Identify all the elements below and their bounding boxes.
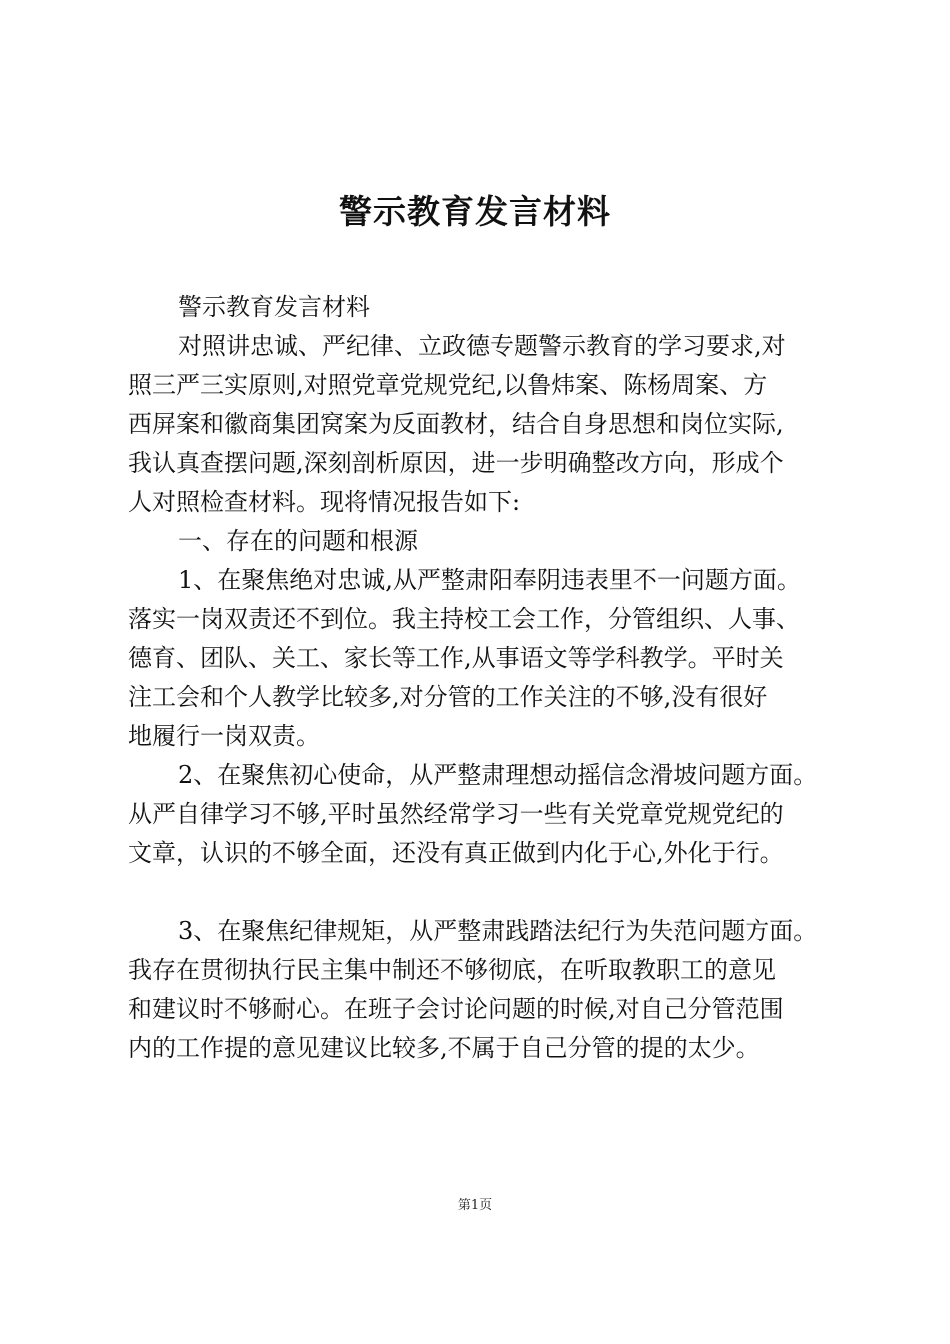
paragraph-line: 照三严三实原则,对照党章党规党纪,以鲁炜案、陈杨周案、方 [128,371,768,399]
paragraph-line: 和建议时不够耐心。在班子会讨论问题的时候,对自己分管范围 [128,995,784,1023]
paragraph-line: 我认真查摆问题,深刻剖析原因，进一步明确整改方向，形成个 [128,449,784,477]
paragraph-line: 落实一岗双责还不到位。我主持校工会工作，分管组织、人事、 [128,605,800,633]
paragraph-line: 内的工作提的意见建议比较多,不属于自己分管的提的太少。 [128,1034,760,1062]
page-number: 第1页 [457,1198,493,1213]
paragraph-line: 德育、团队、关工、家长等工作,从事语文等学科教学。平时关 [128,644,784,672]
paragraph-line: 注工会和个人教学比较多,对分管的工作关注的不够,没有很好 [128,683,768,711]
document-title: 警示教育发言材料 [339,192,611,231]
paragraph-line: 文章，认识的不够全面，还没有真正做到内化于心,外化于行。 [128,839,784,867]
paragraph-line: 2、在聚焦初心使命，从严整肃理想动摇信念滑坡问题方面。 [178,761,818,789]
document-body [128,288,838,1068]
paragraph-line: 对照讲忠诚、严纪律、立政德专题警示教育的学习要求,对 [178,332,786,360]
paragraph-heading: 警示教育发言材料 [178,293,370,321]
paragraph-line: 1、在聚焦绝对忠诚,从严整肃阳奉阴违表里不一问题方面。 [178,566,801,594]
paragraph-line: 我存在贯彻执行民主集中制还不够彻底，在听取教职工的意见 [128,956,776,984]
section-heading: 一、存在的问题和根源 [178,527,418,555]
paragraph-line: 3、在聚焦纪律规矩，从严整肃践踏法纪行为失范问题方面。 [178,917,818,945]
paragraph-line: 地履行一岗双责。 [128,722,320,750]
paragraph-line: 人对照检查材料。现将情况报告如下: [128,488,521,516]
paragraph-line: 西屏案和徽商集团窝案为反面教材，结合自身思想和岗位实际, [128,410,784,438]
paragraph-line: 从严自律学习不够,平时虽然经常学习一些有关党章党规党纪的 [128,800,784,828]
paragraph-gap [128,873,838,912]
